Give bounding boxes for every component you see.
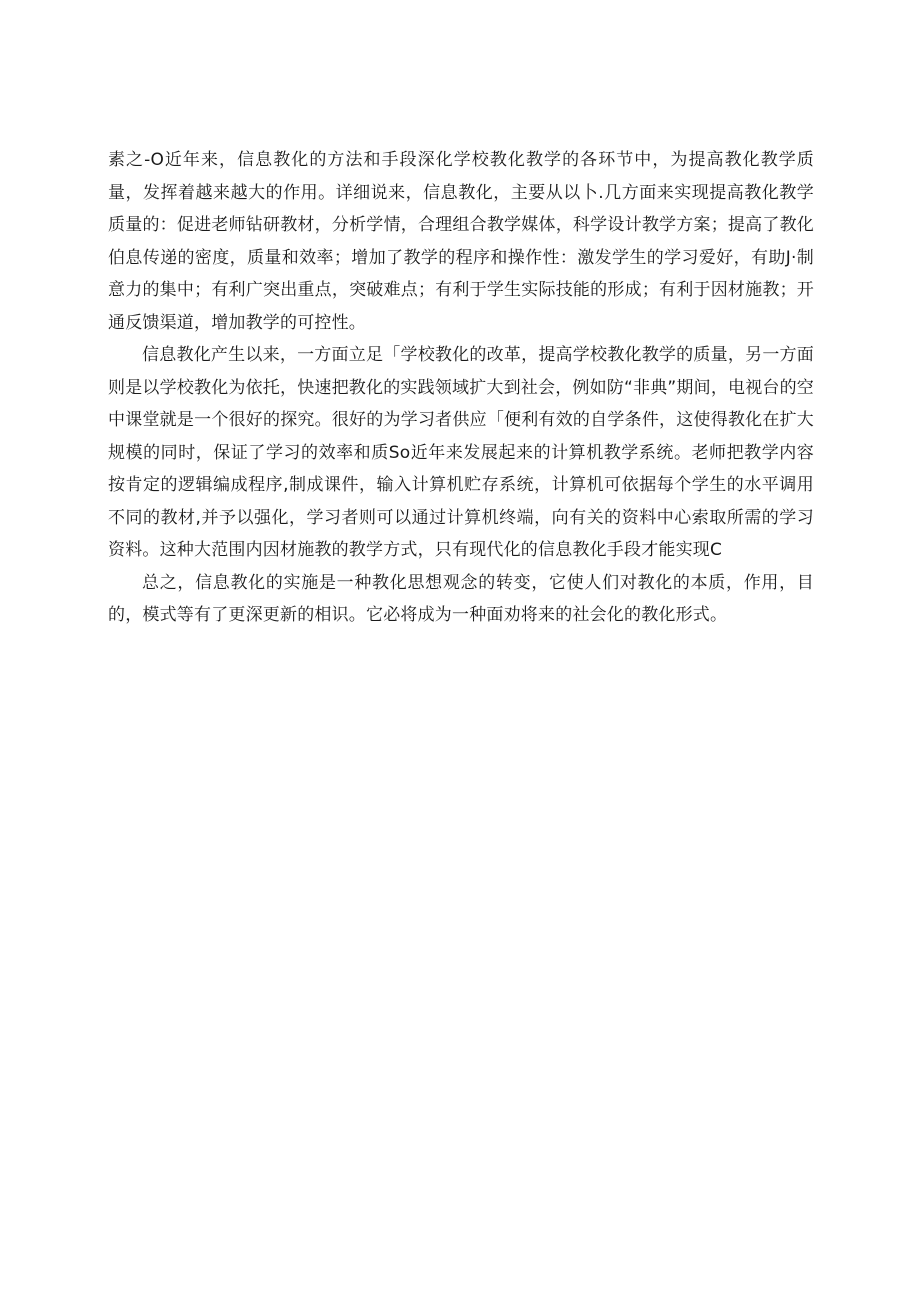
document-body	[108, 144, 814, 632]
paragraph-1: 素之-O近年来，信息教化的方法和手段深化学校教化教学的各环节中，为提高教化教学质量，发挥着越来越大的作用。详细说来，信息教化，主要从以卜.几方面来实现提高教化教学质量的：促进老师钻研教材，分析学情，合理组合教学媒体，科学设计教学方案；提高了教化伯息传递的密度，质量和效率；增加了教学的程序和操作性：激发学生的学习爱好，有助J·制意力的集中；有利广突出重点，突破难点；有利于学生实际技能的形成；有利于因材施教；开通反馈渠道，增加教学的可控性。	[108, 150, 814, 333]
paragraph-2: 信息教化产生以来，一方面立足「学校教化的改革，提高学校教化教学的质量，另一方面则是以学校教化为依托，快速把教化的实践领域扩大到社会，例如防“非典”期间，电视台的空中课堂就是一个很好的探究。很好的为学习者供应「便利有效的自学条件，这使得教化在扩大规模的同时，保证了学习的效率和质So近年来发展起来的计算机教学系统。老师把教学内容按肯定的逻辑编成程序,制成课件，输入计算机贮存系统，计算机可依据每个学生的水平调用不同的教材,并予以强化，学习者则可以通过计算机终端，向有关的资料中心索取所需的学习资料。这种大范围内因材施教的教学方式，只有现代化的信息教化手段才能实现C	[108, 345, 815, 560]
paragraph-3: 总之，信息教化的实施是一种教化思想观念的转变，它使人们对教化的本质，作用，目的，模式等有了更深更新的相识。它必将成为一种面劝将来的社会化的教化形式。	[108, 572, 814, 625]
